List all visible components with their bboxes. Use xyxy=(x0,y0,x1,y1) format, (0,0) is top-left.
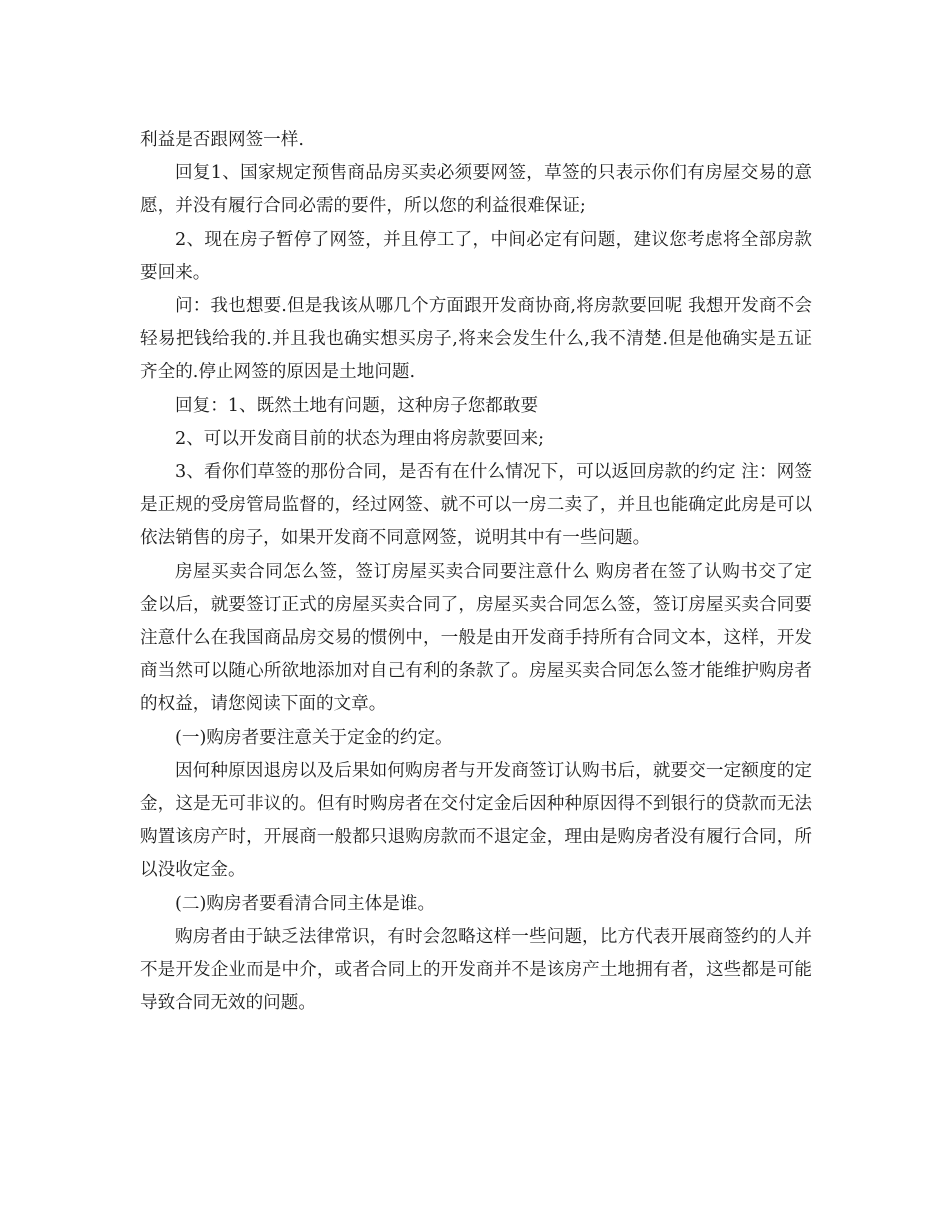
paragraph-question: 问：我也想要.但是我该从哪几个方面跟开发商协商,将房款要回呢 我想开发商不会轻易把钱给我的.并且我也确实想买房子,将来会发生什么,我不清楚.但是他确实是五证齐全的.停止网签的原因是土地问题. xyxy=(140,296,812,383)
section-heading-contract-party: (二)购房者要看清合同主体是谁。 xyxy=(175,893,436,914)
paragraph-answer-2: 2、可以开发商目前的状态为理由将房款要回来; xyxy=(175,428,544,449)
section-heading-deposit: (一)购房者要注意关于定金的约定。 xyxy=(175,727,453,748)
paragraph-reply-2: 2、现在房子暂停了网签，并且停工了，中间必定有问题，建议您考虑将全部房款要回来。 xyxy=(140,229,812,283)
paragraph-answer-1: 回复：1、既然土地有问题，这种房子您都敢要 xyxy=(175,395,539,416)
paragraph-deposit: 因何种原因退房以及后果如何购房者与开发商签订认购书后，就要交一定额度的定金，这是无可非议的。但有时购房者在交付定金后因种种原因得不到银行的贷款而无法购置该房产时，开展商一般都只退购房款而不退定金，理由是购房者没有履行合同，所以没收定金。 xyxy=(140,760,812,881)
paragraph-contract-party: 购房者由于缺乏法律常识，有时会忽略这样一些问题，比方代表开展商签约的人并不是开发企业而是中介，或者合同上的开发商并不是该房产土地拥有者，这些都是可能导致合同无效的问题。 xyxy=(140,926,812,1014)
document-body xyxy=(140,124,812,1020)
paragraph-reply-1: 回复1、国家规定预售商品房买卖必须要网签，草签的只表示你们有房屋交易的意愿，并没有履行合同必需的要件，所以您的利益很难保证; xyxy=(140,163,812,217)
paragraph-answer-3: 3、看你们草签的那份合同，是否有在什么情况下，可以返回房款的约定 注：网签是正规的受房管局监督的，经过网签、就不可以一房二卖了，并且也能确定此房是可以依法销售的房子，如果开发商不同意网签，说明其中有一些问题。 xyxy=(140,462,812,549)
paragraph-continuation: 利益是否跟网签一样. xyxy=(140,130,304,150)
paragraph-contract-intro: 房屋买卖合同怎么签，签订房屋买卖合同要注意什么 购房者在签了认购书交了定金以后，就要签订正式的房屋买卖合同了，房屋买卖合同怎么签，签订房屋买卖合同要注意什么在我国商品房交易的惯例中，一般是由开发商手持所有合同文本，这样，开发商当然可以随心所欲地添加对自己有利的条款了。房屋买卖合同怎么签才能维护购房者的权益，请您阅读下面的文章。 xyxy=(140,561,812,715)
